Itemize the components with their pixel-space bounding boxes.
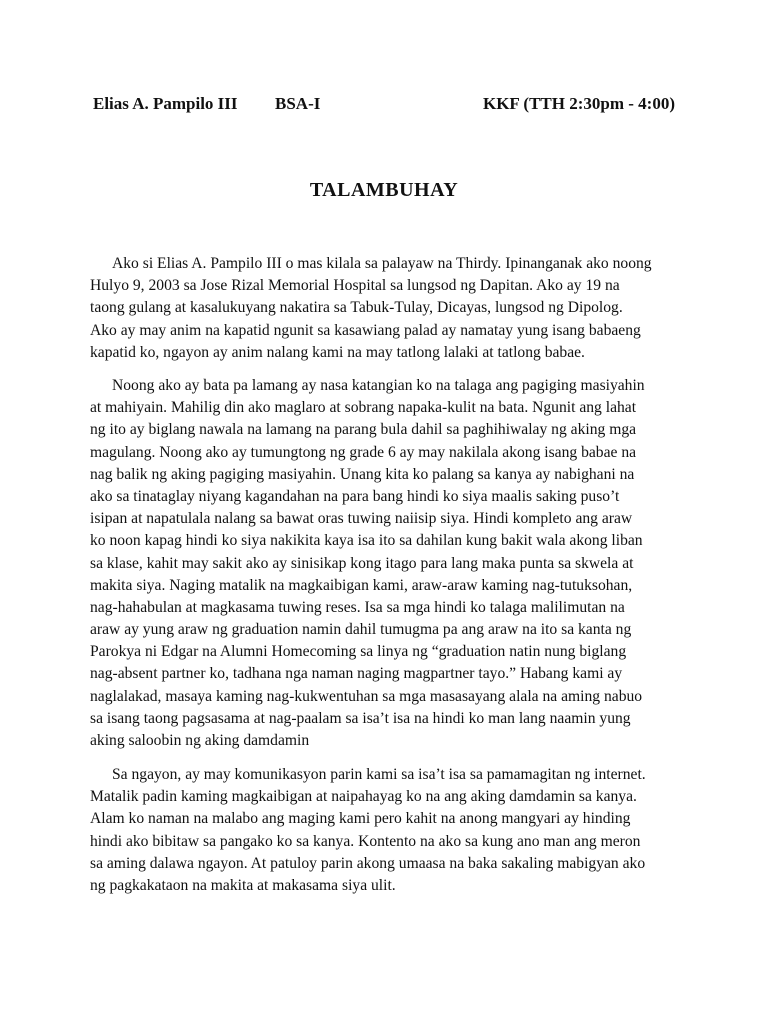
author-name: Elias A. Pampilo III — [93, 94, 238, 113]
paragraph-line: taong gulang at kasalukuyang nakatira sa Tabuk-Tulay, Dicayas, lungsod ng Dipolog. — [90, 299, 623, 317]
paragraph-3 — [90, 764, 690, 897]
paragraph-line: ako sa tinataglay niyang kagandahan na para bang hindi ko siya maalis saking puso’t — [90, 487, 620, 505]
paragraph-line: Noong ako ay bata pa lamang ay nasa katangian ko na talaga ang pagiging masiyahin — [112, 377, 645, 394]
paragraph-line: Sa ngayon, ay may komunikasyon parin kami sa isa’t isa sa pamamagitan ng internet. — [112, 766, 646, 783]
paragraph-line: hindi ako bibitaw sa pangako ko sa kanya. Kontento na ako sa kung ano man ang meron — [90, 832, 641, 850]
paragraph-line: nag-absent partner ko, tadhana nga naman naging magpartner tayo.” Habang kami ay — [90, 665, 623, 683]
course-label: BSA-I — [275, 94, 321, 113]
paragraph-1 — [90, 253, 690, 364]
paragraph-line: isipan at napatulala nalang sa bawat oras tuwing naiisip siya. Hindi kompleto ang araw — [90, 510, 633, 528]
paragraph-line: at mahiyain. Mahilig din ako maglaro at sobrang napaka-kulit na bata. Ngunit ang lahat — [90, 399, 637, 417]
paragraph-line: makita siya. Naging matalik na magkaibigan kami, araw-araw kaming nag-tutuksohan, — [90, 576, 633, 594]
paragraph-line: nag balik ng aking pagiging masiyahin. Unang kita ko palang sa kanya ay nabighani na — [90, 465, 635, 483]
paragraph-line: kapatid ko, ngayon ay anim nalang kami na may tatlong lalaki at tatlong babae. — [90, 343, 585, 361]
paragraph-2 — [90, 375, 690, 752]
paragraph-line: Ako si Elias A. Pampilo III o mas kilala sa palayaw na Thirdy. Ipinanganak ako noong — [112, 255, 652, 272]
paragraph-line: Alam ko naman na malabo ang maging kami pero kahit na anong mangyari ay hinding — [90, 810, 631, 828]
paragraph-line: sa aming dalawa ngayon. At patuloy parin akong umaasa na baka sakaling mabigyan ako — [90, 854, 646, 872]
paragraph-line: ko noon kapag hindi ko siya nakikita kaya isa ito sa dahilan kung bakit wala akong liban — [90, 532, 643, 550]
paragraph-line: magulang. Noong ako ay tumungtong ng grade 6 ay may nakilala akong isang babae na — [90, 443, 637, 461]
paragraph-line: Ako ay may anim na kapatid ngunit sa kasawiang palad ay namatay yung isang babaeng — [90, 321, 641, 339]
paragraph-line: Hulyo 9, 2003 sa Jose Rizal Memorial Hospital sa lungsod ng Dapitan. Ako ay 19 na — [90, 277, 620, 295]
paragraph-line: aking saloobin ng aking damdamin — [90, 732, 310, 749]
document-title: TALAMBUHAY — [309, 179, 459, 201]
paragraph-line: nag-hahabulan at magkasama tuwing reses. Isa sa mga hindi ko talaga malilimutan na — [90, 598, 625, 616]
paragraph-line: sa klase, kahit may sakit ako ay sinisikap kong itago para lang maka punta sa skwela at — [90, 554, 634, 572]
paragraph-line: araw ay yung araw ng graduation namin dahil tumugma pa ang araw na ito sa kanta ng — [90, 621, 632, 639]
paragraph-line: naglalakad, masaya kaming nag-kukwentuhan sa mga masasayang alala na aming nabuo — [90, 687, 643, 705]
paragraph-line: ng ito ay biglang nawala na lamang na parang bula dahil sa paghihiwalay ng aking mga — [90, 421, 637, 439]
paragraph-line: Matalik padin kaming magkaibigan at naipahayag ko na ang aking damdamin sa kanya. — [90, 788, 637, 806]
paragraph-line: Parokya ni Edgar na Alumni Homecoming sa linya ng “graduation natin nung biglang — [90, 643, 627, 661]
document-header — [93, 92, 683, 116]
paragraph-line: sa isang taong pagsasama at nag-paalam sa isa’t isa na hindi ko man lang naamin yung — [90, 709, 631, 727]
class-schedule: KKF (TTH 2:30pm - 4:00) — [482, 94, 675, 113]
paragraph-line: ng pagkakataon na makita at makasama siya ulit. — [90, 876, 396, 894]
